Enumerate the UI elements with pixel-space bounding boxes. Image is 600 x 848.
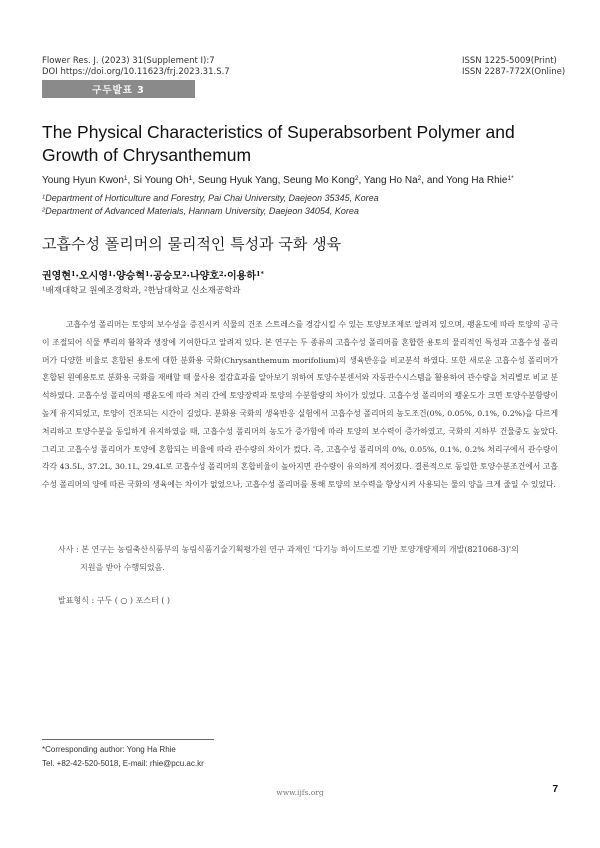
author-affiliation-marker: 1 xyxy=(188,175,193,183)
page-number: 7 xyxy=(552,784,558,795)
author-name: Si Young Oh xyxy=(133,175,189,186)
affiliation-english-1 xyxy=(42,193,379,203)
author-name: 오시영 xyxy=(79,271,108,282)
author-separator: · xyxy=(149,271,153,282)
contact-info: Tel. +82-42-520-5018, E-mail: rhie@pcu.ac.kr xyxy=(42,759,204,768)
acknowledgement-line-1: 사사 : 본 연구는 농림축산식품부의 농림식품기술기획평가원 연구 과제인 '다기능 하이드로겔 기반 토양개량제의 개발(821068-3)'의 xyxy=(58,545,519,554)
author-name: Yong Ha Rhie xyxy=(446,175,508,186)
author-affiliation-marker: 1 xyxy=(70,270,76,279)
author-name: Seung Mo Kong xyxy=(283,175,355,186)
author-affiliation-marker: 2 xyxy=(417,175,422,183)
affiliation-marker: 2 xyxy=(42,207,46,214)
author-affiliation-marker: 2 xyxy=(181,270,187,279)
author-separator: , xyxy=(127,175,134,186)
author-affiliation-marker: 2 xyxy=(218,270,224,279)
affiliation-marker: 1 xyxy=(42,286,46,293)
affiliation-text: Department of Advanced Materials, Hannam University, Daejeon 34054, Korea xyxy=(45,206,359,216)
abstract-body: 고흡수성 폴리머는 토양의 보수성을 증진시켜 식물의 건조 스트레스를 경감시킬 수 있는 토양보조제로 알려져 있으며, 팽윤도에 따라 토양의 공극이 조절되어 식물 뿌리의 활착과 생장에 기여한다고 알려져 있다. 본 연구는 두 종류의 고흡수성 폴리머를 혼합한 용토의 물리적인 특성과 고흡수성 폴리머가 다양한 비율로 혼합된 용토에 대한 분화용 국화(Chrysanthemum morifolium)의 생육반응을 비교분석 하였다. 또한 새로운 고흡수성 폴리머가 혼합된 원예용토로 분화용 국화를 재배할 때 물사용 절감효과를 알아보기 위하여 토양수분센서와 자동관수시스템을 활용하여 관수량을 처리별로 비교 분석하였다. 고흡수성 폴리머의 팽윤도에 따라 처리 간에 토양장력과 토양의 수분함량의 차이가 있었다. 고흡수성 폴리머의 팽윤도가 크면 토양수분함량이 높게 유지되었고, 토양이 건조되는 시간이 길었다. 분화용 국화의 생육반응 실험에서 고흡수성 폴리머의 농도조건(0%, 0.05%, 0.1%, 0.2%)을 다르게 처리하고 토양수분을 동일하게 유지하였을 때, 고흡수성 폴리머의 농도가 증가함에 따라 토양의 보수력이 증가하였고, 국화의 지하부 건물중도 높았다. 그리고 고흡수성 폴리머가 토양에 혼합되는 비율에 따라 관수량의 차이가 컸다. 즉, 고흡수성 폴리머의 0%, 0.05%, 0.1%, 0.2% 처리구에서 관수량이 각각 43.5L, 37.2L, 30.1L, 29.4L로 고흡수성 폴리머의 혼합비율이 높아지면 관수량이 유의하게 적어졌다. 결론적으로 동일한 토양수분조건에서 고흡수성 폴리머의 양에 따른 국화의 생육에는 차이가 없었으나, 고흡수성 폴리머를 통해 토양의 보수력을 향상시켜 사용되는 물의 양을 크게 줄일 수 있었다. xyxy=(42,320,558,490)
author-name: 나양호 xyxy=(190,271,219,282)
title-english: The Physical Characteristics of Superabsorbent Polymer and Growth of Chrysanthemum xyxy=(42,122,515,165)
author-affiliation-marker: 1 xyxy=(107,270,113,279)
affiliation-marker: 2 xyxy=(143,286,148,293)
author-separator: · xyxy=(112,271,116,282)
author-name: 공승모 xyxy=(153,271,182,282)
affiliations-korean xyxy=(42,284,241,296)
author-separator: , xyxy=(277,175,284,186)
doi-link[interactable]: DOI https://doi.org/10.11623/frj.2023.31.S.7 xyxy=(42,67,230,77)
author-separator: , and xyxy=(421,175,447,186)
author-separator: · xyxy=(223,271,227,282)
acknowledgement-line-2: 지원을 받아 수행되었음. xyxy=(80,562,165,572)
affiliation-english-2 xyxy=(42,206,359,216)
journal-citation: Flower Res. J. (2023) 31(Supplement I):7 xyxy=(42,56,215,66)
affiliation-marker: 1 xyxy=(42,194,46,201)
author-affiliation-marker: 1* xyxy=(255,270,264,279)
author-name: Young Hyun Kwon xyxy=(42,175,124,186)
affiliation-text: Department of Horticulture and Forestry, Pai Chai University, Daejeon 35345, Korea xyxy=(45,193,379,203)
author-name: 이용하 xyxy=(227,271,256,282)
affiliation-text: 배재대학교 원예조경학과, xyxy=(45,286,144,296)
author-separator: , xyxy=(358,175,364,186)
issn-online: ISSN 2287-772X(Online) xyxy=(462,67,566,77)
journal-header-right xyxy=(462,56,565,78)
issn-print: ISSN 1225-5009(Print) xyxy=(462,56,557,66)
author-affiliation-marker: 2 xyxy=(354,175,359,183)
author-name: Yang Ho Na xyxy=(363,175,418,186)
acknowledgement xyxy=(58,541,558,576)
author-separator: · xyxy=(75,271,79,282)
journal-website[interactable]: www.ijfs.org xyxy=(276,788,324,797)
author-affiliation-marker: 1 xyxy=(144,270,150,279)
author-name: Seung Hyuk Yang xyxy=(197,175,278,186)
author-separator: · xyxy=(186,271,190,282)
author-affiliation-marker: 1 xyxy=(123,175,128,183)
title-korean: 고흡수성 폴리머의 물리적인 특성과 국화 생육 xyxy=(42,235,342,253)
footnote-divider xyxy=(42,739,214,740)
presentation-format: 발표형식 : 구두 ( ○ ) 포스터 ( ) xyxy=(58,596,171,605)
authors-korean xyxy=(42,267,264,282)
author-name: 양승혁 xyxy=(116,271,145,282)
author-separator: , xyxy=(192,175,198,186)
author-name: 권영현 xyxy=(42,271,71,282)
journal-header-left xyxy=(42,56,230,78)
author-affiliation-marker: 1* xyxy=(507,175,514,183)
section-label: 구두발표 3 xyxy=(42,80,195,98)
corresponding-author: *Corresponding author: Yong Ha Rhie xyxy=(42,745,176,754)
affiliation-text: 한남대학교 신소재공학과 xyxy=(147,286,241,296)
authors-english xyxy=(42,175,572,186)
